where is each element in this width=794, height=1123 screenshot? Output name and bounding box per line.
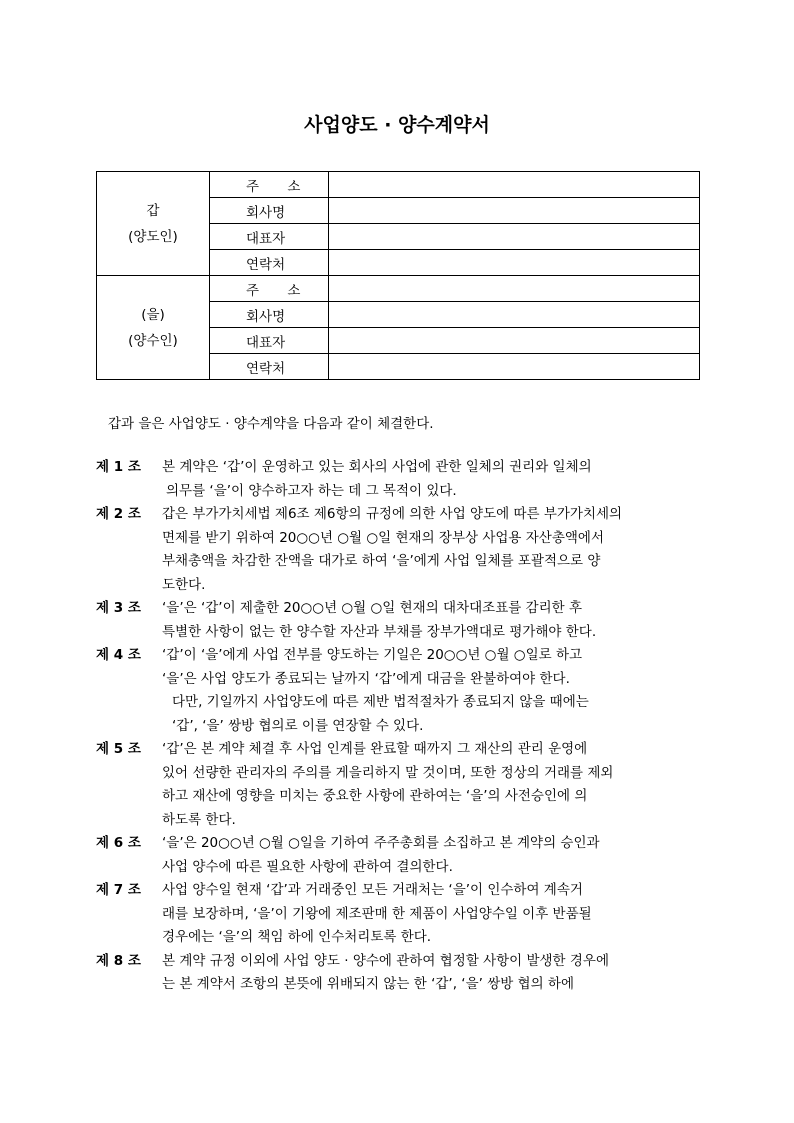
- article-line: 의무를 ‘을’이 양수하고자 하는 데 그 목적이 있다.: [166, 482, 457, 499]
- article-line: 경우에는 ‘을’의 책임 하에 인수처리토록 한다.: [162, 929, 432, 945]
- party-a-label-representative: 대표자: [210, 224, 329, 250]
- article-3: [96, 597, 700, 644]
- article-7: [96, 879, 700, 950]
- party-b-label-company: 회사명: [210, 302, 329, 328]
- article-line: ‘을’은 20○○년 ○월 ○일을 기하여 주주총회를 소집하고 본 계약의 승인과: [162, 835, 600, 851]
- article-line: 갑은 부가가치세법 제6조 제6항의 규정에 의한 사업 양도에 따른 부가가치세의: [162, 506, 623, 522]
- document-title: 사업양도 · 양수계약서: [304, 114, 490, 136]
- article-line: 있어 선량한 관리자의 주의를 게을리하지 말 것이며, 또한 정상의 거래를 제외: [162, 764, 614, 781]
- article-number: 제 1 조: [96, 459, 141, 475]
- article-line: ‘갑’, ‘을’ 쌍방 협의로 이를 연장할 수 있다.: [172, 717, 424, 734]
- article-line: ‘을’은 ‘갑’이 제출한 20○○년 ○월 ○일 현재의 대차대조표를 감리한 후: [162, 600, 583, 616]
- article-number: 제 5 조: [96, 741, 141, 757]
- article-number: 제 8 조: [96, 952, 141, 969]
- article-number: 제 6 조: [96, 835, 141, 851]
- party-a-role: (양도인): [128, 228, 178, 245]
- party-a-label-address: [210, 172, 329, 198]
- article-line: 사업 양수일 현재 ‘갑’과 거래중인 모든 거래처는 ‘을’이 인수하여 계속거: [162, 882, 583, 898]
- party-a-label-company: 회사명: [210, 198, 329, 224]
- article-line: 래를 보장하며, ‘을’이 기왕에 제조판매 한 제품이 사업양수일 이후 반품될: [162, 905, 592, 922]
- party-b-representative-value[interactable]: [329, 328, 700, 354]
- party-b-address-value[interactable]: [329, 276, 700, 302]
- article-line: ‘갑’은 본 계약 체결 후 사업 인계를 완료할 때까지 그 재산의 관리 운영에: [162, 741, 588, 757]
- party-a-cell: [97, 172, 210, 276]
- article-body: [162, 597, 700, 644]
- article-line: 특별한 사항이 없는 한 양수할 자산과 부채를 장부가액대로 평가해야 한다.: [162, 623, 597, 640]
- party-b-row-address: [97, 276, 700, 302]
- article-body: [162, 950, 700, 997]
- party-a-company-value[interactable]: [329, 198, 700, 224]
- article-1: [96, 456, 700, 503]
- article-number: 제 3 조: [96, 600, 141, 616]
- article-line: 하도록 한다.: [162, 811, 236, 828]
- article-body: [162, 503, 700, 597]
- party-b-label-address: [210, 276, 329, 302]
- article-line: 부채총액을 차감한 잔액을 대가로 하여 ‘을’에게 사업 일체를 포괄적으로 양: [162, 553, 601, 569]
- article-line: 면제를 받기 위하여 20○○년 ○월 ○일 현재의 장부상 사업용 자산총액에서: [162, 529, 604, 546]
- article-body: [162, 456, 700, 503]
- article-5: [96, 738, 700, 832]
- field-label: 주 소: [246, 282, 313, 299]
- party-b-company-value[interactable]: [329, 302, 700, 328]
- party-a-label-contact: 연락처: [210, 250, 329, 276]
- party-b-name: (을): [141, 306, 165, 323]
- party-a-contact-value[interactable]: [329, 250, 700, 276]
- article-body: [162, 738, 700, 832]
- intro-text: 갑과 을은 사업양도 · 양수계약을 다음과 같이 체결한다.: [108, 416, 434, 432]
- article-number: 제 7 조: [96, 882, 141, 898]
- article-body: [162, 832, 700, 879]
- party-b-label-contact: 연락처: [210, 354, 329, 380]
- article-line: ‘을’은 사업 양도가 종료되는 날까지 ‘갑’에게 대금을 완불하여야 한다.: [162, 670, 570, 687]
- article-line: 사업 양수에 따른 필요한 사항에 관하여 결의한다.: [162, 858, 453, 875]
- article-number: 제 2 조: [96, 506, 141, 522]
- parties-table: [96, 171, 700, 380]
- party-b-contact-value[interactable]: [329, 354, 700, 380]
- article-line: 하고 재산에 영향을 미치는 중요한 사항에 관하여는 ‘을’의 사전승인에 의: [162, 788, 588, 804]
- party-b-label-representative: 대표자: [210, 328, 329, 354]
- party-a-address-value[interactable]: [329, 172, 700, 198]
- article-8: [96, 950, 700, 997]
- party-a-row-address: [97, 172, 700, 198]
- article-line: 는 본 계약서 조항의 본뜻에 위배되지 않는 한 ‘갑’, ‘을’ 쌍방 협의 하에: [162, 976, 575, 992]
- article-2: [96, 503, 700, 597]
- party-a-representative-value[interactable]: [329, 224, 700, 250]
- article-body: [162, 879, 700, 950]
- party-b-cell: [97, 276, 210, 380]
- party-b-role: (양수인): [128, 332, 178, 349]
- articles-section: [96, 456, 700, 997]
- article-line: 도한다.: [162, 576, 206, 593]
- party-a-name: 갑: [146, 202, 160, 219]
- article-body: [162, 644, 700, 738]
- article-line: 본 계약 규정 이외에 사업 양도 · 양수에 관하여 협정할 사항이 발생한 경우에: [162, 952, 610, 969]
- article-6: [96, 832, 700, 879]
- article-number: 제 4 조: [96, 647, 141, 663]
- field-label: 주 소: [246, 178, 313, 195]
- article-line: 본 계약은 ‘갑’이 운영하고 있는 회사의 사업에 관한 일체의 권리와 일체의: [162, 459, 592, 475]
- article-line: 다만, 기일까지 사업양도에 따른 제반 법적절차가 종료되지 않을 때에는: [172, 694, 589, 710]
- article-4: [96, 644, 700, 738]
- article-line: ‘갑’이 ‘을’에게 사업 전부를 양도하는 기일은 20○○년 ○월 ○일로 하고: [162, 647, 583, 663]
